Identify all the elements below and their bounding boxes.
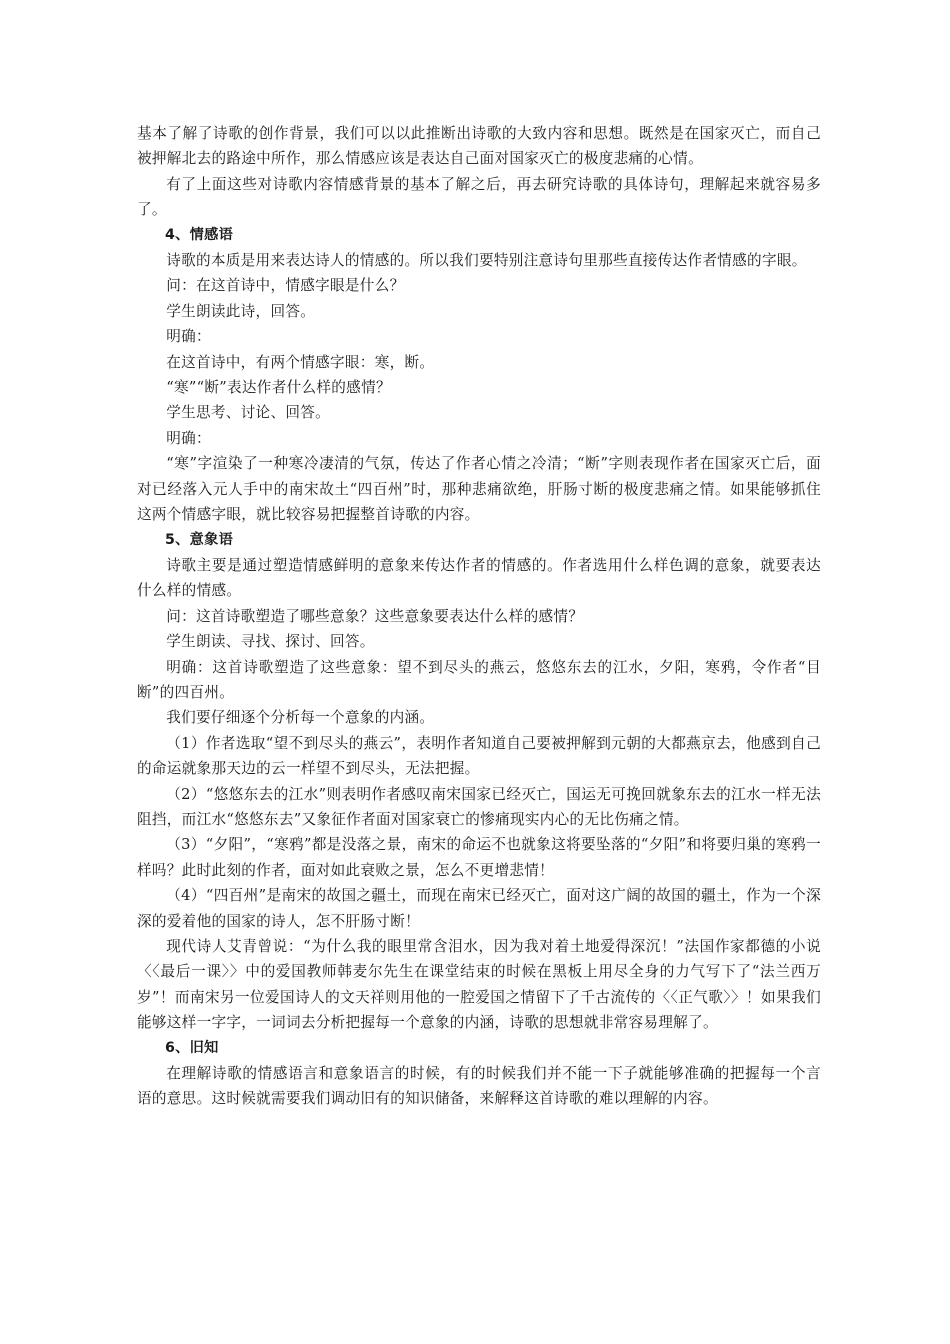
body-paragraph: 明确：这首诗歌塑造了这些意象：望不到尽头的燕云，悠悠东去的江水，夕阳，寒鸦，令作者“目断”的四百州。 [137, 658, 821, 701]
body-paragraph: 学生朗读此诗，回答。 [166, 302, 316, 320]
body-paragraph: 诗歌的本质是用来表达诗人的情感的。所以我们要特别注意诗句里那些直接传达作者情感的字眼。 [166, 252, 807, 270]
section-heading: 5、意象语 [165, 531, 234, 548]
body-paragraph: 明确： [166, 328, 211, 346]
body-paragraph: “寒”“断”表达作者什么样的感情？ [166, 379, 391, 397]
body-paragraph: 在理解诗歌的情感语言和意象语言的时候，有的时候我们并不能一下子就能够准确的把握每一个言语的意思。这时候就需要我们调动旧有的知识储备，来解释这首诗歌的难以理解的内容。 [137, 1065, 821, 1108]
body-paragraph: 我们要仔细逐个分析每一个意象的内涵。 [166, 709, 435, 727]
body-paragraph: （2）“悠悠东去的江水”则表明作者感叹南宋国家已经灭亡，国运无可挽回就象东去的江水一样无法阻挡，而江水“悠悠东去”又象征作者面对国家衰亡的惨痛现实内心的无比伤痛之情。 [137, 785, 821, 828]
body-paragraph: 问：这首诗歌塑造了哪些意象？这些意象要表达什么样的感情？ [166, 607, 584, 625]
body-paragraph: 学生朗读、寻找、探讨、回答。 [166, 633, 375, 651]
document-page [137, 121, 821, 1112]
body-paragraph: 诗歌主要是通过塑造情感鲜明的意象来传达作者的情感的。作者选用什么样色调的意象，就要表达什么样的情感。 [137, 556, 821, 600]
body-paragraph: （1）作者选取“望不到尽头的燕云”，表明作者知道自己要被押解到元朝的大都燕京去，他感到自己的命运就象那天边的云一样望不到尽头，无法把握。 [137, 734, 821, 778]
body-paragraph: 现代诗人艾青曾说：“为什么我的眼里常含泪水，因为我对着土地爱得深沉！”法国作家都德的小说〈〈最后一课〉〉中的爱国教师韩麦尔先生在课堂结束的时候在黑板上用尽全身的力气写下了“法兰西万岁”！而南宋另一位爱国诗人的文天祥则用他的一腔爱国之情留下了千古流传的〈〈正气歌〉〉！如果我们能够这样一字字，一词词去分析把握每一个意象的内涵，诗歌的思想就非常容易理解了。 [137, 938, 821, 1032]
body-paragraph: （3）“夕阳”，“寒鸦”都是没落之景，南宋的命运不也就象这将要坠落的“夕阳”和将要归巢的寒鸦一样吗？此时此刻的作者，面对如此衰败之景，怎么不更增悲情！ [137, 836, 821, 879]
body-paragraph: 学生思考、讨论、回答。 [166, 404, 331, 422]
body-paragraph: 明确： [166, 429, 211, 447]
section-heading: 6、旧知 [165, 1039, 219, 1056]
body-paragraph: 在这首诗中，有两个情感字眼：寒，断。 [166, 353, 435, 371]
body-paragraph: 有了上面这些对诗歌内容情感背景的基本了解之后，再去研究诗歌的具体诗句，理解起来就容易多了。 [137, 175, 821, 219]
body-paragraph: 问：在这首诗中，情感字眼是什么？ [166, 277, 405, 295]
body-paragraph: “寒”字渲染了一种寒冷凄清的气氛，传达了作者心情之冷清；“断”字则表现作者在国家灭亡后，面对已经落入元人手中的南宋故土“四百州”时，那种悲痛欲绝，肝肠寸断的极度悲痛之情。如果能够抓住这两个情感字眼，就比较容易把握整首诗歌的内容。 [137, 455, 821, 524]
body-paragraph: 基本了解了诗歌的创作背景，我们可以以此推断出诗歌的大致内容和思想。既然是在国家灭亡，而自己被押解北去的路途中所作，那么情感应该是表达自己面对国家灭亡的极度悲痛的心情。 [137, 125, 821, 168]
body-paragraph: （4）“四百州”是南宋的故国之疆土，而现在南宋已经灭亡，面对这广阔的故国的疆土，作为一个深深的爱着他的国家的诗人，怎不肝肠寸断！ [137, 887, 821, 930]
section-heading: 4、情感语 [165, 226, 234, 243]
